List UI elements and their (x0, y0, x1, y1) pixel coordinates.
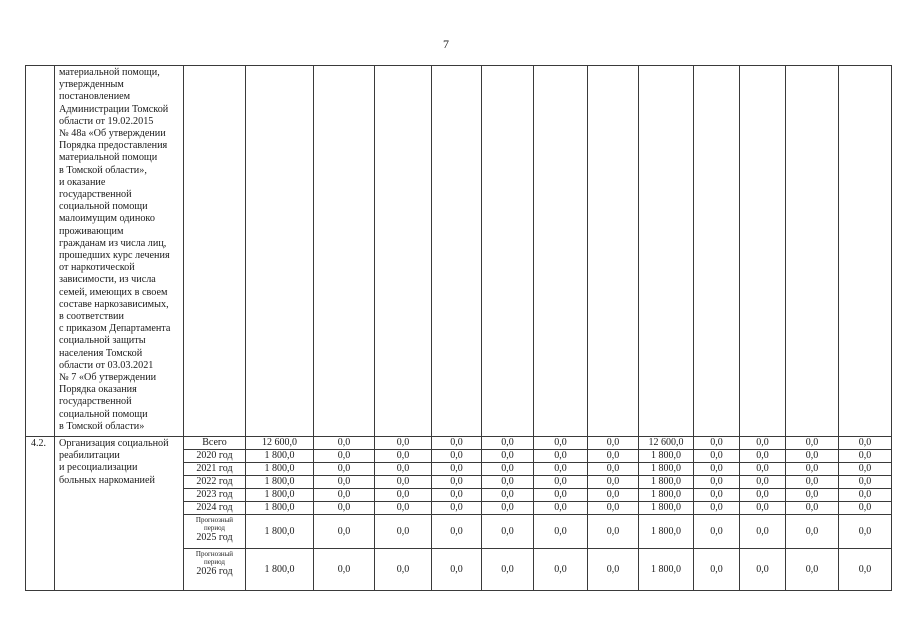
value-cell: 12 600,0 (246, 437, 314, 450)
empty-cell (432, 66, 482, 437)
value-cell: 0,0 (740, 489, 786, 502)
value-cell: 0,0 (786, 437, 839, 450)
period-label: Всего (202, 437, 227, 448)
value-cell: 0,0 (588, 437, 639, 450)
empty-cell (839, 66, 892, 437)
period-note: период (204, 557, 225, 566)
value-cell: 0,0 (740, 463, 786, 476)
value-cell: 0,0 (375, 463, 432, 476)
value-cell: 0,0 (839, 437, 892, 450)
value-cell: 0,0 (786, 489, 839, 502)
value-cell: 0,0 (786, 515, 839, 549)
value-cell: 1 800,0 (639, 476, 694, 489)
description-line: материальной помощи, (59, 67, 160, 78)
value-cell: 0,0 (839, 515, 892, 549)
value-cell: 0,0 (786, 476, 839, 489)
value-cell: 0,0 (694, 437, 740, 450)
period-cell (184, 476, 246, 489)
value-cell: 0,0 (694, 549, 740, 591)
value-cell: 0,0 (694, 502, 740, 515)
description-line: населения Томской (59, 347, 143, 359)
description-line: Администрации Томской (59, 103, 169, 115)
description-line: семей, имеющих в своем (59, 286, 168, 298)
value-cell: 0,0 (432, 549, 482, 591)
empty-cell (482, 66, 534, 437)
value-cell: 1 800,0 (246, 463, 314, 476)
value-cell: 0,0 (534, 549, 588, 591)
period-cell (184, 463, 246, 476)
period-label: 2025 год (196, 532, 233, 543)
value-cell: 0,0 (694, 515, 740, 549)
value-cell: 0,0 (839, 489, 892, 502)
value-cell: 0,0 (588, 476, 639, 489)
value-cell: 0,0 (786, 463, 839, 476)
period-note: Прогнозный (195, 550, 234, 558)
period-label: 2026 год (196, 566, 233, 577)
value-cell: 0,0 (314, 437, 375, 450)
description-line: области от 19.02.2015 (59, 115, 154, 127)
value-cell: 1 800,0 (639, 463, 694, 476)
description-line: постановлением (59, 91, 131, 103)
value-cell: 0,0 (534, 515, 588, 549)
empty-cell (639, 66, 694, 437)
description-line: прошедших курс лечения (59, 250, 170, 262)
period-cell (184, 437, 246, 450)
value-cell: 1 800,0 (639, 515, 694, 549)
value-cell: 0,0 (839, 463, 892, 476)
value-cell: 0,0 (482, 476, 534, 489)
period-note: период (204, 523, 225, 532)
period-cell (184, 450, 246, 463)
value-cell: 0,0 (534, 476, 588, 489)
value-cell: 0,0 (432, 502, 482, 515)
value-cell: 0,0 (740, 502, 786, 515)
value-cell: 1 800,0 (246, 502, 314, 515)
value-cell: 0,0 (375, 549, 432, 591)
value-cell: 1 800,0 (246, 489, 314, 502)
value-cell: 0,0 (375, 502, 432, 515)
value-cell: 0,0 (432, 463, 482, 476)
description-cell (55, 66, 184, 437)
description-line: в соответствии (59, 311, 124, 323)
value-cell: 0,0 (786, 502, 839, 515)
value-cell: 0,0 (534, 463, 588, 476)
section-title-line: реабилитации (59, 450, 120, 462)
value-cell: 0,0 (839, 476, 892, 489)
description-line: социальной помощи (59, 408, 148, 420)
value-cell: 0,0 (314, 549, 375, 591)
description-line: государственной (59, 189, 132, 201)
description-line: и оказание (59, 176, 106, 188)
empty-cell (375, 66, 432, 437)
value-cell: 0,0 (740, 437, 786, 450)
period-cell (184, 549, 246, 591)
value-cell: 0,0 (740, 450, 786, 463)
empty-cell (314, 66, 375, 437)
value-cell: 0,0 (314, 476, 375, 489)
value-cell: 0,0 (375, 476, 432, 489)
description-line: утвержденным (59, 79, 124, 91)
value-cell: 0,0 (482, 502, 534, 515)
period-cell (184, 515, 246, 549)
section-number-cell: 4.2. (26, 437, 55, 591)
value-cell: 0,0 (482, 549, 534, 591)
value-cell: 0,0 (375, 450, 432, 463)
description-line: социальной помощи (59, 201, 148, 213)
empty-cell (246, 66, 314, 437)
value-cell: 0,0 (534, 450, 588, 463)
period-label: 2020 год (196, 450, 233, 461)
section-title-line: больных наркоманией (59, 474, 155, 486)
value-cell: 1 800,0 (246, 515, 314, 549)
description-line: № 7 «Об утверждении (59, 372, 157, 384)
description-line: с приказом Департамента (59, 323, 171, 335)
value-cell: 0,0 (694, 489, 740, 502)
section-title-cell (55, 437, 184, 591)
value-cell: 1 800,0 (639, 489, 694, 502)
description-line: материальной помощи (59, 152, 158, 164)
value-cell: 0,0 (432, 450, 482, 463)
description-line: проживающим (59, 225, 124, 237)
period-label: 2021 год (196, 463, 233, 474)
value-cell: 0,0 (534, 437, 588, 450)
value-cell: 0,0 (588, 515, 639, 549)
description-line: в Томской области», (59, 164, 147, 176)
description-line: от наркотической (59, 262, 135, 274)
value-cell: 1 800,0 (639, 549, 694, 591)
empty-cell (588, 66, 639, 437)
value-cell: 0,0 (839, 450, 892, 463)
value-cell: 0,0 (534, 489, 588, 502)
table-row (26, 437, 892, 450)
value-cell: 0,0 (588, 549, 639, 591)
value-cell: 0,0 (588, 463, 639, 476)
value-cell: 0,0 (375, 437, 432, 450)
value-cell: 0,0 (694, 476, 740, 489)
value-cell: 0,0 (314, 515, 375, 549)
value-cell: 0,0 (482, 489, 534, 502)
value-cell: 0,0 (482, 463, 534, 476)
value-cell: 0,0 (694, 463, 740, 476)
value-cell: 0,0 (432, 437, 482, 450)
period-label: 2024 год (196, 502, 233, 513)
value-cell: 0,0 (482, 515, 534, 549)
funding-table-body (26, 66, 892, 591)
value-cell: 1 800,0 (639, 450, 694, 463)
value-cell: 0,0 (375, 515, 432, 549)
value-cell: 1 800,0 (639, 502, 694, 515)
value-cell: 0,0 (839, 502, 892, 515)
value-cell: 1 800,0 (246, 450, 314, 463)
value-cell: 0,0 (740, 515, 786, 549)
period-label: 2023 год (196, 489, 233, 500)
period-cell (184, 502, 246, 515)
funding-table (25, 65, 892, 591)
number-cell (26, 66, 55, 437)
empty-cell (534, 66, 588, 437)
value-cell: 0,0 (740, 549, 786, 591)
value-cell: 0,0 (839, 549, 892, 591)
description-line: области от 03.03.2021 (59, 359, 154, 371)
value-cell: 1 800,0 (246, 549, 314, 591)
value-cell: 0,0 (432, 515, 482, 549)
description-line: в Томской области» (59, 420, 145, 432)
period-label: 2022 год (196, 476, 233, 487)
value-cell: 0,0 (482, 450, 534, 463)
page-number: 7 (443, 37, 449, 51)
value-cell: 0,0 (482, 437, 534, 450)
description-line: составе наркозависимых, (59, 298, 169, 310)
empty-cell (184, 66, 246, 437)
empty-cell (694, 66, 740, 437)
value-cell: 0,0 (588, 502, 639, 515)
value-cell: 0,0 (432, 476, 482, 489)
value-cell: 0,0 (786, 450, 839, 463)
section-title-line: Организация социальной (59, 438, 169, 449)
value-cell: 0,0 (432, 489, 482, 502)
value-cell: 0,0 (588, 450, 639, 463)
description-line: № 48а «Об утверждении (59, 128, 166, 140)
value-cell: 0,0 (786, 549, 839, 591)
description-line: малоимущим одиноко (59, 213, 155, 225)
value-cell: 12 600,0 (639, 437, 694, 450)
empty-cell (786, 66, 839, 437)
value-cell: 1 800,0 (246, 476, 314, 489)
description-line: государственной (59, 396, 132, 408)
continuation-row (26, 66, 892, 437)
value-cell: 0,0 (314, 502, 375, 515)
description-line: зависимости, из числа (59, 274, 156, 286)
value-cell: 0,0 (694, 450, 740, 463)
value-cell: 0,0 (314, 463, 375, 476)
period-cell (184, 489, 246, 502)
value-cell: 0,0 (375, 489, 432, 502)
section-title-line: и ресоциализации (59, 462, 138, 474)
value-cell: 0,0 (534, 502, 588, 515)
description-line: Порядка оказания (59, 384, 137, 396)
value-cell: 0,0 (314, 450, 375, 463)
period-note: Прогнозный (195, 516, 234, 524)
empty-cell (740, 66, 786, 437)
description-line: Порядка предоставления (59, 140, 168, 152)
value-cell: 0,0 (588, 489, 639, 502)
value-cell: 0,0 (740, 476, 786, 489)
description-line: социальной защиты (59, 335, 146, 347)
description-line: гражданам из числа лиц, (59, 237, 167, 249)
value-cell: 0,0 (314, 489, 375, 502)
